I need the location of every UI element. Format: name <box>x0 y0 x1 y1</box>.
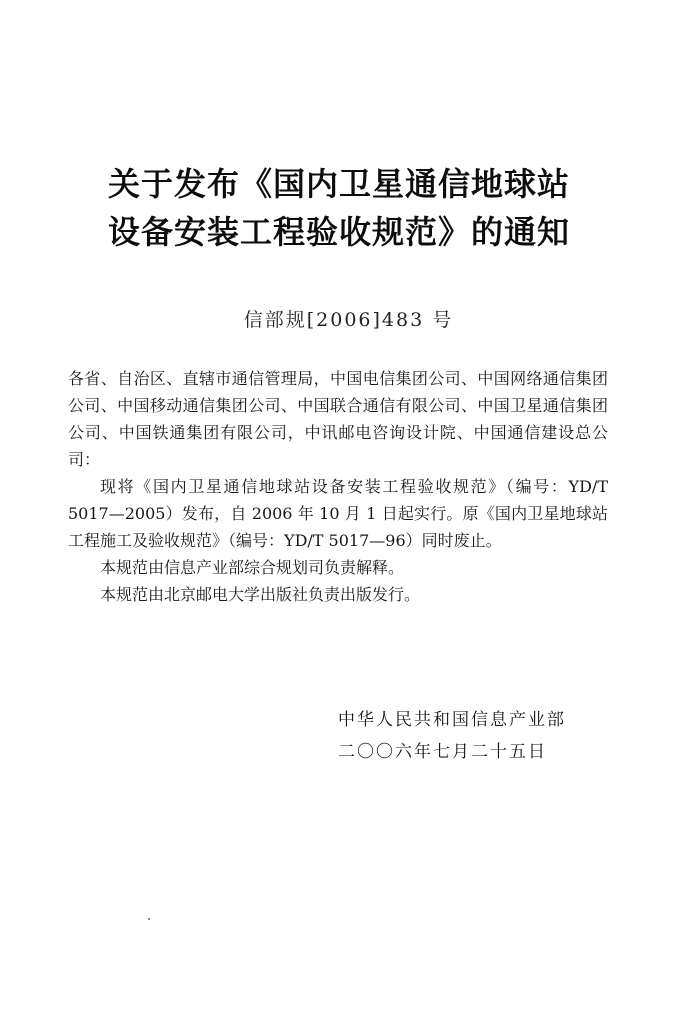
issue-date: 二〇〇六年七月二十五日 <box>338 742 547 762</box>
title-line-2: 设备安装工程验收规范》的通知 <box>108 213 571 251</box>
signature-block <box>338 704 566 768</box>
document-number: 信部规[2006]483 号 <box>243 309 454 331</box>
notice-body <box>68 365 608 608</box>
interpretation-paragraph: 本规范由信息产业部综合规划司负责解释。 <box>100 558 405 577</box>
release-paragraph: 现将《国内卫星通信地球站设备安装工程验收规范》（编号：YD/T 5017—2005）发布，自 2006 年 10 月 1 日起实行。原《国内卫星地球站工程施工及验收规范》（编号：YD/T 5017—96）同时废止。 <box>68 477 608 550</box>
recipients-paragraph: 各省、自治区、直辖市通信管理局，中国电信集团公司、中国网络通信集团公司、中国移动通信集团公司、中国联合通信有限公司、中国卫星通信集团公司、中国铁通集团有限公司，中讯邮电咨询设计院、中国通信建设总公司： <box>68 369 608 469</box>
title-line-1: 关于发布《国内卫星通信地球站 <box>108 165 571 203</box>
scan-speck <box>148 918 150 920</box>
issuer-name: 中华人民共和国信息产业部 <box>338 710 566 730</box>
notice-title <box>108 160 578 256</box>
publication-paragraph: 本规范由北京邮电大学出版社负责出版发行。 <box>100 585 421 604</box>
